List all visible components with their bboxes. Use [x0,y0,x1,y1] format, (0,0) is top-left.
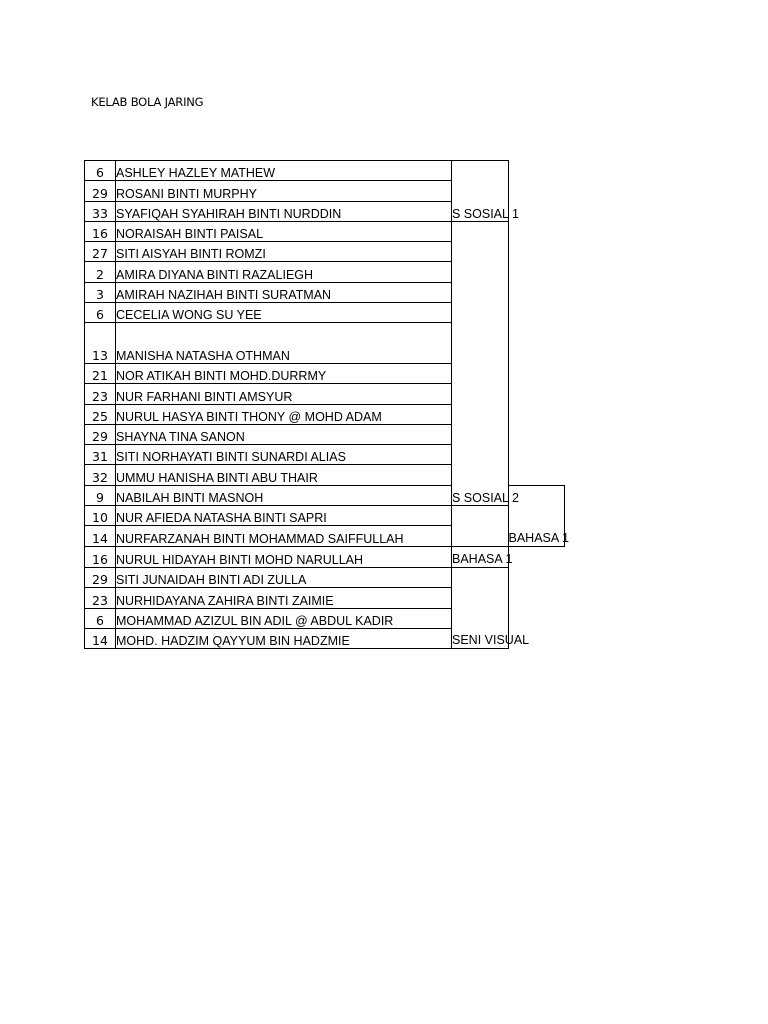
row-number: 29 [85,181,116,201]
row-number: 23 [85,588,116,608]
student-name: NURUL HIDAYAH BINTI MOHD NARULLAH [116,546,452,567]
student-name: AMIRA DIYANA BINTI RAZALIEGH [116,262,452,282]
row-number: 9 [85,485,116,505]
row-number: 6 [85,303,116,323]
student-name: AMIRAH NAZIHAH BINTI SURATMAN [116,282,452,302]
row-number: 16 [85,546,116,567]
student-name: UMMU HANISHA BINTI ABU THAIR [116,465,452,485]
row-number: 21 [85,363,116,383]
table-row [85,506,565,526]
student-name: NOR ATIKAH BINTI MOHD.DURRMY [116,363,452,383]
student-name: MANISHA NATASHA OTHMAN [116,323,452,364]
row-number: 32 [85,465,116,485]
row-number: 6 [85,161,116,181]
row-number: 14 [85,628,116,648]
student-name: NUR FARHANI BINTI AMSYUR [116,384,452,404]
student-name: SITI JUNAIDAH BINTI ADI ZULLA [116,567,452,587]
page-title: KELAB BOLA JARING [91,95,204,109]
row-number: 14 [85,526,116,546]
student-name: SITI AISYAH BINTI ROMZI [116,242,452,262]
row-number: 29 [85,567,116,587]
table-row [85,161,565,181]
table-row [85,546,565,567]
table-row [85,221,565,241]
table-row [85,567,565,587]
class-label: BAHASA 1 [508,485,565,546]
class-label: BAHASA 1 [452,546,509,567]
student-name: MOHAMMAD AZIZUL BIN ADIL @ ABDUL KADIR [116,608,452,628]
row-number: 29 [85,424,116,444]
row-number: 2 [85,262,116,282]
student-name: NABILAH BINTI MASNOH [116,485,452,505]
student-name: NURHIDAYANA ZAHIRA BINTI ZAIMIE [116,588,452,608]
row-number: 31 [85,445,116,465]
row-number: 3 [85,282,116,302]
student-name: NUR AFIEDA NATASHA BINTI SAPRI [116,506,452,526]
student-name: MOHD. HADZIM QAYYUM BIN HADZMIE [116,628,452,648]
row-number: 10 [85,506,116,526]
student-name: SITI NORHAYATI BINTI SUNARDI ALIAS [116,445,452,465]
student-name: NURUL HASYA BINTI THONY @ MOHD ADAM [116,404,452,424]
row-number: 25 [85,404,116,424]
row-number: 27 [85,242,116,262]
roster-table [84,160,569,649]
table-row [85,526,565,546]
student-name: SHAYNA TINA SANON [116,424,452,444]
student-name: ROSANI BINTI MURPHY [116,181,452,201]
student-name: NURFARZANAH BINTI MOHAMMAD SAIFFULLAH [116,526,452,546]
row-number: 13 [85,323,116,364]
student-name: CECELIA WONG SU YEE [116,303,452,323]
student-name: NORAISAH BINTI PAISAL [116,221,452,241]
row-number: 33 [85,201,116,221]
row-number: 23 [85,384,116,404]
class-label: SENI VISUAL [452,567,509,648]
class-label: S SOSIAL 2 [452,221,509,505]
class-label: S SOSIAL 1 [452,161,509,222]
student-name: SYAFIQAH SYAHIRAH BINTI NURDDIN [116,201,452,221]
row-number: 16 [85,221,116,241]
row-number: 6 [85,608,116,628]
student-name: ASHLEY HAZLEY MATHEW [116,161,452,181]
